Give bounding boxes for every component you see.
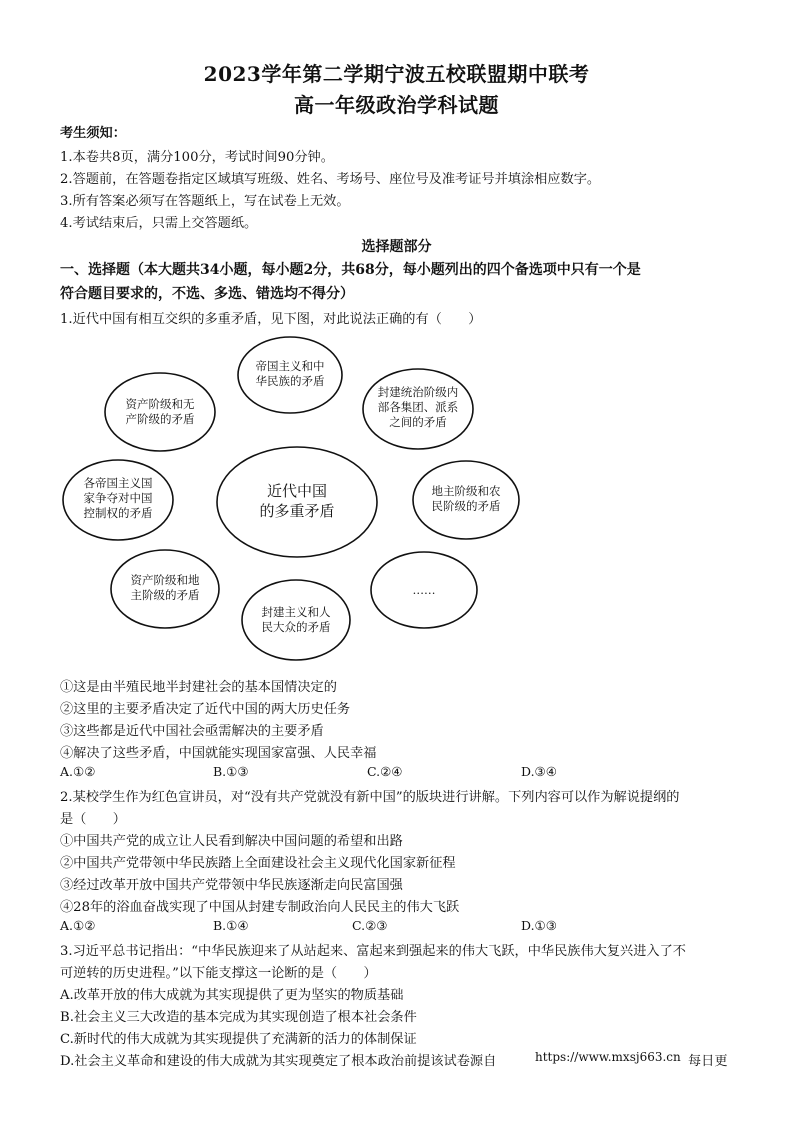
notice-item: 4.考试结束后，只需上交答题纸。: [60, 216, 258, 231]
node-label: 主阶级的矛盾: [130, 588, 200, 602]
q3-option-d: D.社会主义革命和建设的伟大成就为其实现奠定了根本政治前提该试卷源自: [60, 1054, 497, 1069]
q1-statement: ②这里的主要矛盾决定了近代中国的两大历史任务: [60, 702, 351, 717]
node-label: 封建统治阶级内: [377, 385, 459, 399]
node-label: 之间的矛盾: [389, 415, 447, 429]
node-label: 民大众的矛盾: [261, 620, 331, 634]
node-label: 各帝国主义国: [83, 476, 153, 490]
q2-option-a: A.①②: [60, 918, 96, 933]
q2-option-b: B.①④: [213, 918, 249, 933]
node-label: 资产阶级和地: [130, 573, 200, 587]
node-label: 资产阶级和无: [125, 397, 195, 411]
footer-tail: 每日更: [688, 1054, 728, 1069]
node-label: 部各集团、派系: [377, 400, 459, 414]
q2-option-c: C.②③: [352, 918, 388, 933]
node-label: 产阶级的矛盾: [125, 412, 195, 426]
section-heading-line2: 符合题目要求的，不选、多选、错选均不得分）: [60, 286, 354, 302]
q2-statement: ④28年的浴血奋战实现了中国从封建专制政治向人民民主的伟大飞跃: [60, 900, 460, 915]
node-label: 地主阶级和农: [431, 484, 501, 498]
q2-statement: ①中国共产党的成立让人民看到解决中国问题的希望和出路: [60, 834, 403, 849]
q1-option-d: D.③④: [521, 764, 557, 779]
node-label: 控制权的矛盾: [83, 506, 153, 520]
part-title: 选择题部分: [361, 239, 432, 255]
exam-title: 2023学年第二学期宁波五校联盟期中联考: [203, 62, 590, 86]
q1-statement: ④解决了这些矛盾，中国就能实现国家富强、人民幸福: [60, 746, 377, 761]
q3-option-b: B.社会主义三大改造的基本完成为其实现创造了根本社会条件: [60, 1010, 417, 1025]
node-label: 帝国主义和中: [255, 359, 325, 373]
q1-stem: 1.近代中国有相互交织的多重矛盾，见下图，对此说法正确的有（ ）: [60, 312, 482, 327]
q3-option-a: A.改革开放的伟大成就为其实现提供了更为坚实的物质基础: [60, 988, 404, 1003]
q3-stem-line1: 3.习近平总书记指出：“中华民族迎来了从站起来、富起来到强起来的伟大飞跃，中华民族伟大复兴进入了不: [60, 944, 686, 959]
q3-stem-line2: 可逆转的历史进程。”以下能支撑这一论断的是（ ）: [60, 966, 377, 981]
q1-option-a: A.①②: [60, 764, 96, 779]
node-label: 华民族的矛盾: [255, 374, 325, 388]
q2-statement: ③经过改革开放中国共产党带领中华民族逐渐走向民富国强: [60, 878, 403, 893]
q2-option-d: D.①③: [521, 918, 557, 933]
node-label: 民阶级的矛盾: [431, 499, 501, 513]
node-label: ……: [412, 583, 436, 597]
q1-statement: ③这些都是近代中国社会亟需解决的主要矛盾: [60, 724, 324, 739]
notice-item: 1.本卷共8页，满分100分，考试时间90分钟。: [60, 150, 334, 165]
notice-item: 3.所有答案必须写在答题纸上，写在试卷上无效。: [60, 194, 350, 209]
q1-option-b: B.①③: [213, 764, 249, 779]
exam-subtitle: 高一年级政治学科试题: [294, 93, 499, 117]
notice-item: 2.答题前，在答题卷指定区域填写班级、姓名、考场号、座位号及准考证号并填涂相应数字。: [60, 172, 601, 187]
q1-statement: ①这是由半殖民地半封建社会的基本国情决定的: [60, 680, 337, 695]
section-heading-line1: 一、选择题（本大题共34小题，每小题2分，共68分，每小题列出的四个备选项中只有一个是: [60, 262, 641, 278]
notice-heading: 考生须知：: [60, 126, 126, 141]
center-label-1: 近代中国: [266, 482, 328, 500]
q3-option-c: C.新时代的伟大成就为其实现提供了充满新的活力的体制保证: [60, 1032, 417, 1047]
node-label: 封建主义和人: [261, 605, 331, 619]
footer-url[interactable]: https://www.mxsj663.cn: [535, 1050, 681, 1064]
q2-stem-line1: 2.某校学生作为红色宣讲员，对“没有共产党就没有新中国”的版块进行讲解。下列内容可以作为解说提纲的: [60, 790, 680, 805]
q2-stem-line2: 是（ ）: [60, 812, 126, 827]
node-label: 家争夺对中国: [83, 491, 153, 505]
contradictions-diagram: [0, 330, 793, 670]
q2-statement: ②中国共产党带领中华民族踏上全面建设社会主义现代化国家新征程: [60, 856, 456, 871]
q1-option-c: C.②④: [367, 764, 403, 779]
center-label-2: 的多重矛盾: [259, 502, 335, 520]
